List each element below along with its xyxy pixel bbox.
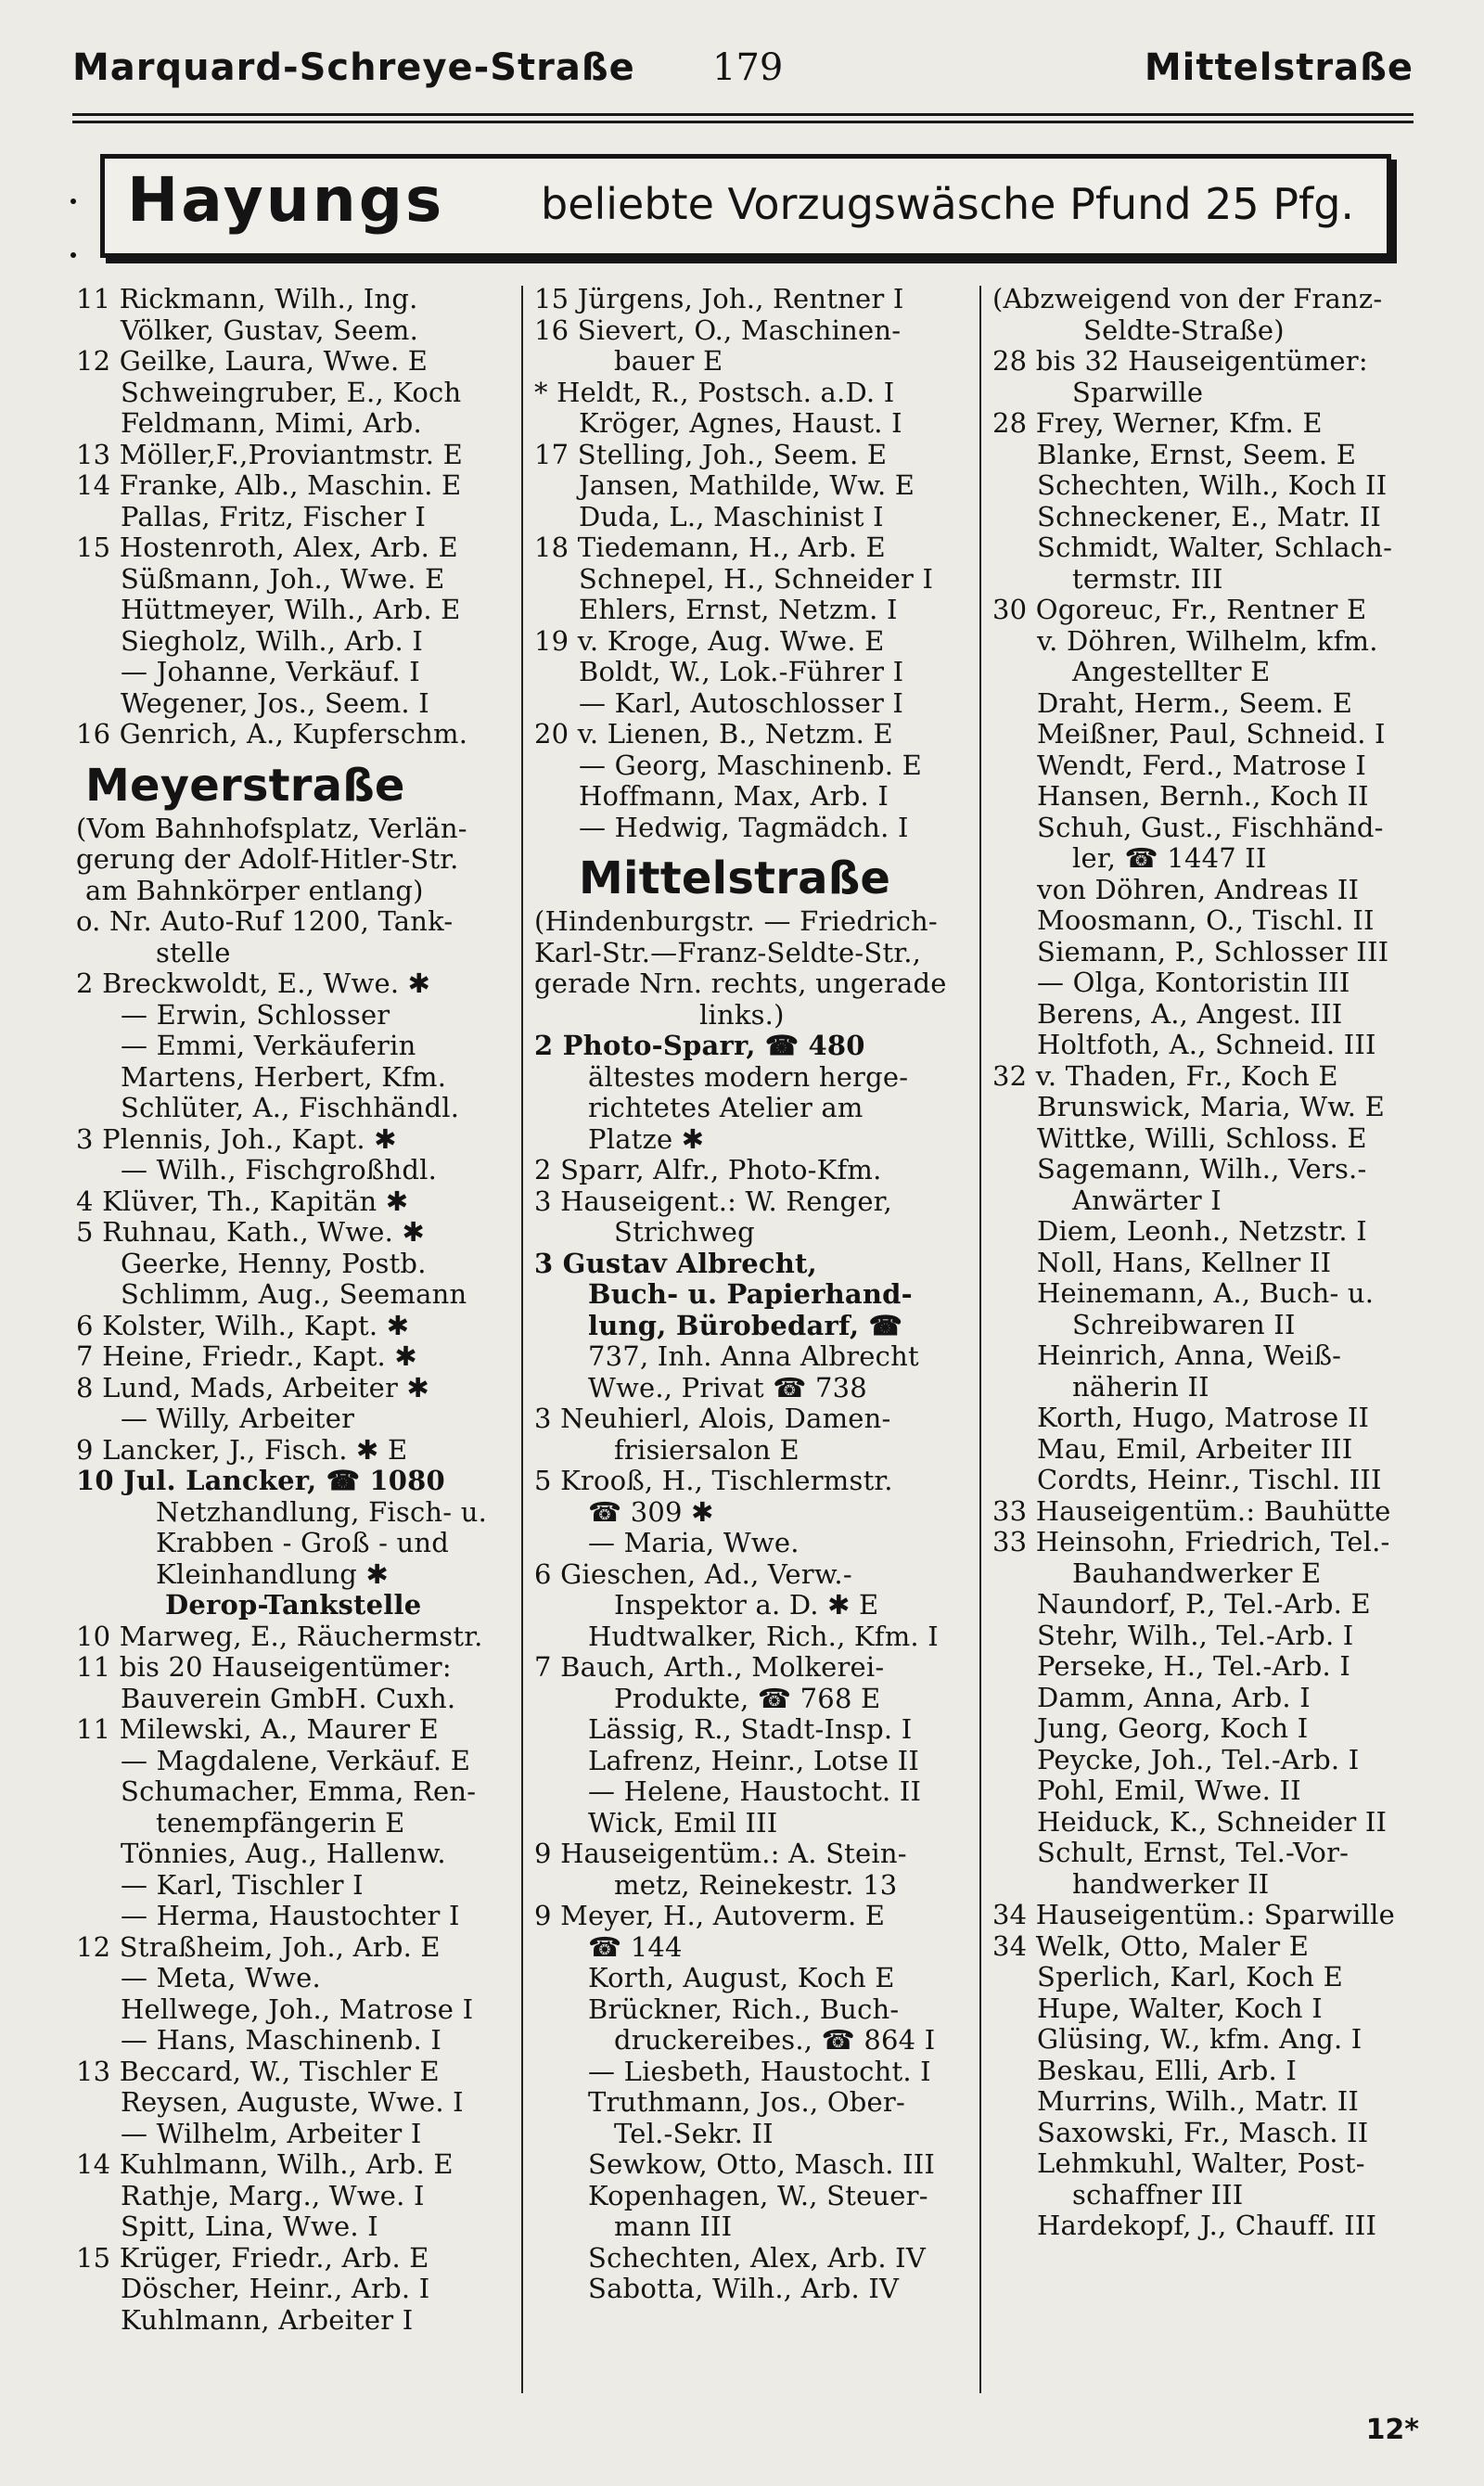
page-header — [72, 46, 1414, 98]
directory-entry: — Erwin, Schlosser — [121, 998, 390, 1031]
directory-entry: Holtfoth, A., Schneid. III — [1037, 1029, 1376, 1060]
directory-entry: mann III — [614, 2210, 733, 2242]
directory-entry: bauer E — [614, 345, 723, 377]
header-rule-bottom — [72, 121, 1414, 123]
directory-entry: am Bahnkörper entlang) — [85, 874, 424, 906]
directory-entry: 34 Welk, Otto, Maler E — [992, 1929, 1310, 1962]
directory-entry: 3 Plennis, Joh., Kapt. ✱ — [76, 1122, 397, 1155]
directory-entry: Schnepel, H., Schneider I — [579, 562, 934, 595]
directory-entry: Berens, A., Angest. III — [1037, 997, 1343, 1030]
ad-dot-left-lower — [70, 252, 76, 258]
directory-entry: Noll, Hans, Kellner II — [1037, 1246, 1332, 1278]
directory-entry: ältestes modern herge- — [588, 1060, 909, 1093]
directory-entry: Rathje, Marg., Wwe. I — [121, 2179, 425, 2211]
directory-entry: 16 Sievert, O., Maschinen- — [534, 314, 902, 346]
directory-entry: Stehr, Wilh., Tel.-Arb. I — [1037, 1619, 1354, 1651]
directory-entry: 13 Beccard, W., Tischler E — [76, 2055, 440, 2087]
directory-entry: 13 Möller,F.,Proviantmstr. E — [76, 438, 463, 470]
directory-entry: Naundorf, P., Tel.-Arb. E — [1037, 1588, 1371, 1620]
page-number: 179 — [712, 46, 784, 89]
directory-entry: metz, Reinekestr. 13 — [614, 1868, 898, 1901]
directory-entry: stelle — [156, 936, 231, 968]
header-street-left: Marquard-Schreye-Straße — [72, 46, 635, 89]
directory-entry: Ehlers, Ernst, Netzm. I — [579, 594, 898, 625]
directory-entry: (Vom Bahnhofsplatz, Verlän- — [76, 812, 467, 844]
directory-entry: richtetes Atelier am — [588, 1092, 864, 1123]
directory-entry: — Willy, Arbeiter — [121, 1403, 355, 1434]
directory-entry: Heinrich, Anna, Weiß- — [1037, 1339, 1342, 1371]
directory-entry: — Liesbeth, Haustocht. I — [588, 2055, 931, 2087]
directory-entry: 9 Meyer, H., Autoverm. E — [534, 1900, 886, 1931]
directory-entry: von Döhren, Andreas II — [1037, 873, 1360, 905]
directory-entry: Hudtwalker, Rich., Kfm. I — [588, 1620, 939, 1652]
directory-entry: 10 Marweg, E., Räuchermstr. — [76, 1620, 483, 1652]
directory-entry: 737, Inh. Anna Albrecht — [588, 1340, 919, 1372]
directory-entry: Buch- u. Papierhand- — [588, 1278, 913, 1310]
directory-entry: 3 Hauseigent.: W. Renger, — [534, 1185, 892, 1217]
directory-entry: Produkte, ☎ 768 E — [614, 1682, 881, 1714]
directory-entry: Angestellter E — [1072, 656, 1271, 687]
directory-entry: Martens, Herbert, Kfm. — [121, 1060, 447, 1093]
directory-entry: 2 Sparr, Alfr., Photo-Kfm. — [534, 1154, 882, 1185]
directory-entry: Wendt, Ferd., Matrose I — [1037, 749, 1366, 781]
directory-entry: Heiduck, K., Schneider II — [1037, 1805, 1388, 1838]
directory-entry: 7 Bauch, Arth., Molkerei- — [534, 1651, 885, 1683]
directory-entry: Hardekopf, J., Chauff. III — [1037, 2210, 1377, 2241]
directory-entry: Sagemann, Wilh., Vers.- — [1037, 1153, 1367, 1185]
directory-entry: lung, Bürobedarf, ☎ — [588, 1309, 902, 1341]
directory-entry: 15 Jürgens, Joh., Rentner I — [534, 283, 904, 314]
directory-entry: Reysen, Auguste, Wwe. I — [121, 2086, 464, 2118]
header-street-right: Mittelstraße — [1144, 46, 1414, 89]
directory-entry: Feldmann, Mimi, Arb. — [121, 407, 422, 439]
directory-entry: tenempfängerin E — [156, 1806, 405, 1839]
directory-entry: Glüsing, W., kfm. Ang. I — [1037, 2023, 1362, 2055]
directory-entry: 2 Breckwoldt, E., Wwe. ✱ — [76, 967, 431, 999]
directory-entry: Schechten, Wilh., Koch II — [1037, 469, 1388, 501]
directory-entry: Moosmann, O., Tischl. II — [1037, 904, 1375, 936]
directory-entry: Lafrenz, Heinr., Lotse II — [588, 1744, 919, 1776]
directory-entry: — Johanne, Verkäuf. I — [121, 656, 420, 687]
directory-entry: (Abzweigend von der Franz- — [992, 283, 1383, 314]
directory-entry: Hoffmann, Max, Arb. I — [579, 780, 889, 812]
directory-entry: 9 Hauseigentüm.: A. Stein- — [534, 1838, 907, 1869]
directory-entry: Derop-Tankstelle — [165, 1589, 422, 1621]
directory-entry: — Georg, Maschinenb. E — [579, 749, 923, 781]
directory-entry: v. Döhren, Wilhelm, kfm. — [1037, 624, 1378, 657]
directory-entry: 7 Heine, Friedr., Kapt. ✱ — [76, 1340, 417, 1372]
street-heading: Meyerstraße — [85, 759, 405, 812]
directory-entry: Sabotta, Wilh., Arb. IV — [588, 2273, 900, 2304]
directory-entry: ☎ 309 ✱ — [588, 1495, 714, 1528]
directory-entry: links.) — [699, 998, 785, 1031]
directory-entry: 15 Krüger, Friedr., Arb. E — [76, 2241, 429, 2274]
directory-entry: Seldte-Straße) — [1083, 314, 1285, 346]
directory-entry: 15 Hostenroth, Alex, Arb. E — [76, 532, 458, 563]
directory-entry: Schlüter, A., Fischhändl. — [121, 1092, 460, 1123]
directory-entry: Brückner, Rich., Buch- — [588, 1993, 900, 2025]
ad-brand-name: Hayungs — [127, 164, 445, 236]
directory-entry: näherin II — [1072, 1370, 1209, 1403]
directory-entry: 33 Hauseigentüm.: Bauhütte — [992, 1494, 1391, 1527]
directory-entry: Kopenhagen, W., Steuer- — [588, 2179, 928, 2211]
street-heading: Mittelstraße — [579, 852, 891, 904]
directory-entry: Kuhlmann, Arbeiter I — [121, 2303, 414, 2336]
directory-entry: Anwärter I — [1072, 1184, 1222, 1216]
directory-entry: Korth, Hugo, Matrose II — [1037, 1402, 1370, 1433]
directory-entry: Perseke, H., Tel.-Arb. I — [1037, 1650, 1351, 1682]
directory-entry: Schweingruber, E., Koch — [121, 376, 462, 408]
directory-entry: 14 Kuhlmann, Wilh., Arb. E — [76, 2148, 454, 2180]
directory-entry: frisiersalon E — [614, 1433, 800, 1466]
directory-entry: handwerker II — [1072, 1867, 1270, 1900]
directory-entry: Inspektor a. D. ✱ E — [614, 1589, 879, 1621]
directory-entry: Wittke, Willi, Schloss. E — [1037, 1121, 1367, 1154]
directory-entry: 18 Tiedemann, H., Arb. E — [534, 532, 886, 563]
directory-entry: (Hindenburgstr. — Friedrich- — [534, 905, 938, 937]
directory-entry: — Magdalene, Verkäuf. E — [121, 1744, 471, 1776]
directory-entry: 28 bis 32 Hauseigentümer: — [992, 345, 1368, 377]
directory-entry: Schneckener, E., Matr. II — [1037, 500, 1382, 532]
directory-entry: Bauhandwerker E — [1072, 1557, 1322, 1589]
directory-entry: Döscher, Heinr., Arb. I — [121, 2273, 430, 2304]
directory-entry: Korth, August, Koch E — [588, 1962, 895, 1993]
directory-entry: Draht, Herm., Seem. E — [1037, 686, 1353, 719]
directory-entry: Sewkow, Otto, Masch. III — [588, 2148, 936, 2180]
directory-entry: — Olga, Kontoristin III — [1037, 967, 1350, 998]
directory-entry: 17 Stelling, Joh., Seem. E — [534, 438, 888, 470]
ad-slogan: beliebte Vorzugswäsche Pfund 25 Pfg. — [541, 179, 1355, 229]
directory-entry: schaffner III — [1072, 2178, 1244, 2210]
directory-entry: druckereibes., ☎ 864 I — [614, 2024, 936, 2056]
directory-entry: Hellwege, Joh., Matrose I — [121, 1993, 474, 2025]
directory-entry: 34 Hauseigentüm.: Sparwille — [992, 1899, 1395, 1930]
directory-entry: 9 Lancker, J., Fisch. ✱ E — [76, 1433, 408, 1466]
directory-entry: 28 Frey, Werner, Kfm. E — [992, 407, 1323, 439]
directory-entry: 6 Gieschen, Ad., Verw.- — [534, 1557, 852, 1590]
directory-entry: Kröger, Agnes, Haust. I — [579, 407, 902, 439]
directory-entry: Siemann, P., Schlosser III — [1037, 935, 1389, 967]
directory-entry: 6 Kolster, Wilh., Kapt. ✱ — [76, 1309, 410, 1341]
directory-entry: 5 Ruhnau, Kath., Wwe. ✱ — [76, 1216, 426, 1248]
directory-entry: Boldt, W., Lok.-Führer I — [579, 656, 904, 687]
directory-entry: Hansen, Bernh., Koch II — [1037, 780, 1369, 812]
directory-entry: 5 Krooß, H., Tischlermstr. — [534, 1465, 893, 1496]
directory-entry: Netzhandlung, Fisch- u. — [156, 1495, 488, 1528]
directory-entry: 2 Photo-Sparr, ☎ 480 — [534, 1030, 865, 1061]
directory-entry: — Hans, Maschinenb. I — [121, 2024, 442, 2056]
directory-entry: 33 Heinsohn, Friedrich, Tel.- — [992, 1526, 1390, 1557]
directory-entry: 16 Genrich, A., Kupferschm. — [76, 718, 468, 750]
directory-entry: Blanke, Ernst, Seem. E — [1037, 438, 1357, 470]
directory-entry: Meißner, Paul, Schneid. I — [1037, 718, 1386, 750]
directory-entry: Schreibwaren II — [1072, 1308, 1296, 1340]
directory-entry: Schlimm, Aug., Seemann — [121, 1278, 467, 1310]
directory-entry: — Karl, Tischler I — [121, 1868, 364, 1901]
directory-entry: termstr. III — [1072, 562, 1223, 595]
directory-entry: gerung der Adolf-Hitler-Str. — [76, 843, 459, 875]
directory-entry: * Heldt, R., Postsch. a.D. I — [534, 376, 895, 408]
directory-entry: — Helene, Haustocht. II — [588, 1775, 922, 1807]
directory-entry: Jung, Georg, Koch I — [1037, 1712, 1309, 1744]
directory-entry: Tönnies, Aug., Hallenw. — [121, 1838, 446, 1869]
directory-entry: Wegener, Jos., Seem. I — [121, 686, 429, 719]
directory-entry: 32 v. Thaden, Fr., Koch E — [992, 1059, 1338, 1092]
directory-entry: Schuh, Gust., Fischhänd- — [1037, 811, 1384, 843]
directory-entry: Karl-Str.—Franz-Seldte-Str., — [534, 936, 922, 968]
header-rule-top — [72, 113, 1414, 116]
directory-entry: — Emmi, Verkäuferin — [121, 1030, 416, 1061]
directory-entry: — Wilh., Fischgroßhdl. — [121, 1154, 437, 1185]
directory-entry: Sparwille — [1072, 376, 1204, 408]
directory-entry: Strichweg — [614, 1216, 755, 1248]
advertisement-box — [100, 154, 1391, 258]
directory-entry: Truthmann, Jos., Ober- — [588, 2086, 905, 2118]
directory-entry: Saxowski, Fr., Masch. II — [1037, 2116, 1369, 2148]
directory-entry: Wick, Emil III — [588, 1806, 778, 1839]
directory-entry: 12 Geilke, Laura, Wwe. E — [76, 345, 429, 377]
directory-entry: o. Nr. Auto-Ruf 1200, Tank- — [76, 905, 454, 937]
directory-entry: Hüttmeyer, Wilh., Arb. E — [121, 594, 461, 625]
directory-entry: 3 Gustav Albrecht, — [534, 1247, 817, 1279]
directory-entry: Peycke, Joh., Tel.-Arb. I — [1037, 1743, 1360, 1775]
directory-entry: Jansen, Mathilde, Ww. E — [579, 469, 915, 501]
directory-entry: Sperlich, Karl, Koch E — [1037, 1961, 1343, 1993]
directory-entry: Damm, Anna, Arb. I — [1037, 1681, 1311, 1713]
directory-entry: 8 Lund, Mads, Arbeiter ✱ — [76, 1371, 429, 1403]
directory-entry: 10 Jul. Lancker, ☎ 1080 — [76, 1465, 445, 1496]
directory-entry: Schmidt, Walter, Schlach- — [1037, 532, 1393, 563]
directory-entry: ler, ☎ 1447 II — [1072, 842, 1267, 874]
page-signature: 12* — [1365, 2414, 1419, 2446]
directory-entry: Wwe., Privat ☎ 738 — [588, 1371, 867, 1403]
directory-entry: — Hedwig, Tagmädch. I — [579, 811, 909, 843]
directory-entry: Spitt, Lina, Wwe. I — [121, 2210, 378, 2242]
column-divider-1 — [521, 286, 523, 2393]
directory-entry: — Meta, Wwe. — [121, 1962, 321, 1993]
directory-entry: Kleinhandlung ✱ — [156, 1557, 389, 1590]
ad-dot-left — [70, 199, 76, 204]
directory-entry: Diem, Leonh., Netzstr. I — [1037, 1215, 1367, 1247]
directory-entry: Mau, Emil, Arbeiter III — [1037, 1432, 1353, 1465]
directory-entry: Schumacher, Emma, Ren- — [121, 1775, 477, 1807]
directory-entry: Völker, Gustav, Seem. — [121, 314, 419, 346]
directory-entry: Duda, L., Maschinist I — [579, 500, 884, 532]
directory-entry: Heinemann, A., Buch- u. — [1037, 1277, 1375, 1309]
directory-entry: Platze ✱ — [588, 1122, 705, 1155]
directory-entry: — Herma, Haustochter I — [121, 1900, 460, 1931]
directory-entry: Hupe, Walter, Koch I — [1037, 1992, 1323, 2024]
directory-entry: Lässig, R., Stadt-Insp. I — [588, 1713, 913, 1745]
directory-entry: Beskau, Elli, Arb. I — [1037, 2054, 1298, 2086]
directory-entry: 3 Neuhierl, Alois, Damen- — [534, 1403, 891, 1434]
directory-entry: Pallas, Fritz, Fischer I — [121, 500, 426, 532]
directory-entry: 30 Ogoreuc, Fr., Rentner E — [992, 594, 1367, 625]
directory-entry: 20 v. Lienen, B., Netzm. E — [534, 718, 893, 750]
directory-entry: ☎ 144 — [588, 1930, 683, 1963]
directory-entry: 14 Franke, Alb., Maschin. E — [76, 469, 462, 501]
directory-entry: 11 Rickmann, Wilh., Ing. — [76, 283, 418, 314]
directory-entry: Krabben - Groß - und — [156, 1527, 450, 1558]
directory-entry: 4 Klüver, Th., Kapitän ✱ — [76, 1185, 409, 1217]
directory-entry: Pohl, Emil, Wwe. II — [1037, 1775, 1301, 1806]
directory-entry: Bauverein GmbH. Cuxh. — [121, 1682, 456, 1714]
directory-entry: 11 Milewski, A., Maurer E — [76, 1713, 440, 1745]
directory-entry: Tel.-Sekr. II — [614, 2117, 774, 2149]
directory-entry: — Wilhelm, Arbeiter I — [121, 2117, 422, 2149]
directory-entry: 19 v. Kroge, Aug. Wwe. E — [534, 624, 885, 657]
directory-entry: Schechten, Alex, Arb. IV — [588, 2241, 926, 2274]
directory-entry: 11 bis 20 Hauseigentümer: — [76, 1651, 452, 1683]
directory-entry: Süßmann, Joh., Wwe. E — [121, 562, 445, 595]
directory-entry: — Karl, Autoschlosser I — [579, 686, 904, 719]
column-divider-2 — [979, 286, 981, 2393]
directory-entry: Siegholz, Wilh., Arb. I — [121, 624, 424, 657]
directory-entry: 12 Straßheim, Joh., Arb. E — [76, 1930, 441, 1963]
directory-entry: — Maria, Wwe. — [588, 1527, 800, 1558]
directory-entry: Lehmkuhl, Walter, Post- — [1037, 2147, 1365, 2179]
directory-entry: Cordts, Heinr., Tischl. III — [1037, 1464, 1382, 1495]
directory-entry: Schult, Ernst, Tel.-Vor- — [1037, 1837, 1350, 1868]
directory-entry: Brunswick, Maria, Ww. E — [1037, 1091, 1386, 1122]
directory-entry: Geerke, Henny, Postb. — [121, 1247, 427, 1279]
directory-entry: gerade Nrn. rechts, ungerade — [534, 967, 947, 999]
directory-entry: Murrins, Wilh., Matr. II — [1037, 2085, 1360, 2117]
